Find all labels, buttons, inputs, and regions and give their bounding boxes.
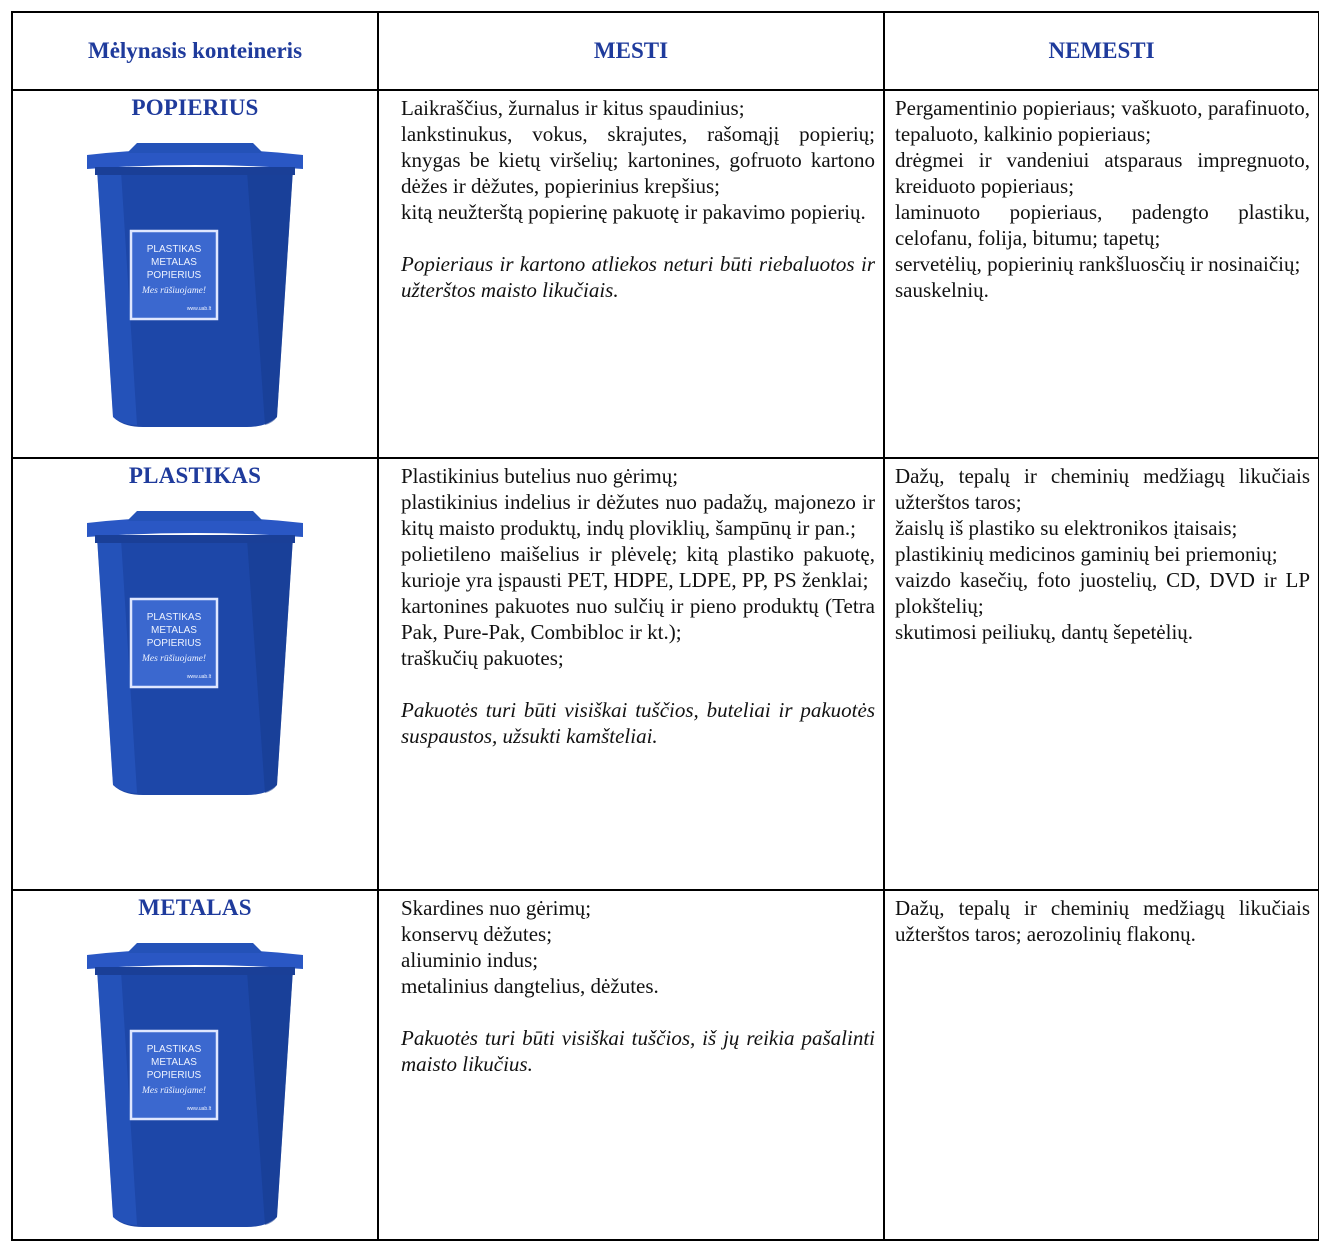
svg-text:Mes rūšiuojame!: Mes rūšiuojame! — [141, 286, 207, 296]
mesti-note: Popieriaus ir kartono atliekos neturi būti riebaluotos ir užterštos maisto likučiais. — [401, 252, 875, 302]
blue-bin-image — [77, 931, 313, 1231]
table-row — [12, 890, 1319, 1240]
category-title: METALAS — [138, 895, 252, 920]
mesti-item: konservų dėžutes; — [401, 922, 553, 946]
mesti-item: lankstinukus, vokus, skrajutes, rašomąjį popierių; knygas be kietų viršelių; kartonines, gofruoto kartono dėžes ir dėžutes, popierinius krepšius; — [401, 122, 875, 198]
mesti-cell — [378, 890, 884, 1240]
svg-text:PLASTIKAS: PLASTIKAS — [146, 244, 202, 255]
mesti-item: Laikraščius, žurnalus ir kitus spaudinius; — [401, 96, 745, 120]
nemesti-item: plastikinių medicinos gaminių bei priemonių; — [895, 542, 1278, 566]
svg-text:www.uab.lt: www.uab.lt — [186, 306, 212, 312]
header-row — [12, 12, 1319, 90]
svg-text:METALAS: METALAS — [151, 257, 197, 268]
svg-text:METALAS: METALAS — [151, 1057, 197, 1068]
mesti-item: Skardines nuo gėrimų; — [401, 896, 592, 920]
category-title: PLASTIKAS — [128, 463, 262, 488]
nemesti-item: Pergamentinio popieriaus; vaškuoto, parafinuoto, tepaluoto, kalkinio popieriaus; — [895, 96, 1310, 146]
mesti-item: metalinius dangtelius, dėžutes. — [401, 974, 659, 998]
header-container: Mėlynasis konteineris — [12, 12, 378, 90]
mesti-item: kartonines pakuotes nuo sulčių ir pieno produktų (Tetra Pak, Pure-Pak, Combibloc ir kt.); — [401, 594, 875, 644]
svg-text:www.uab.lt: www.uab.lt — [186, 674, 212, 680]
nemesti-item: servetėlių, popierinių rankšluosčių ir nosinaičių; — [895, 252, 1301, 276]
svg-text:PLASTIKAS: PLASTIKAS — [146, 612, 202, 623]
nemesti-item: vaizdo kasečių, foto juostelių, CD, DVD ir LP plokštelių; — [895, 568, 1310, 618]
nemesti-item: Dažų, tepalų ir cheminių medžiagų likučiais užterštos taros; — [895, 464, 1310, 514]
mesti-item: plastikinius indelius ir dėžutes nuo padažų, majonezo ir kitų maisto produktų, indų ploviklių, šampūnų ir pan.; — [401, 490, 875, 540]
table-row — [12, 90, 1319, 458]
mesti-item: polietileno maišelius ir plėvelę; kitą plastiko pakuotę, kurioje yra įspausti PET, HDPE, LDPE, PP, PS ženklai; — [401, 542, 875, 592]
mesti-cell — [378, 458, 884, 890]
header-nemesti: NEMESTI — [884, 12, 1319, 90]
container-cell — [12, 890, 378, 1240]
svg-text:POPIERIUS: POPIERIUS — [146, 638, 202, 649]
nemesti-cell — [884, 890, 1319, 1240]
mesti-note: Pakuotės turi būti visiškai tuščios, iš jų reikia pašalinti maisto likučius. — [401, 1026, 875, 1076]
nemesti-item: sauskelnių. — [895, 278, 989, 302]
nemesti-item: laminuoto popieriaus, padengto plastiku, celofanu, folija, bitumu; tapetų; — [895, 200, 1310, 250]
svg-text:Mes rūšiuojame!: Mes rūšiuojame! — [141, 1086, 207, 1096]
blue-bin-image — [77, 499, 313, 799]
mesti-item: traškučių pakuotes; — [401, 646, 564, 670]
nemesti-item: drėgmei ir vandeniui atsparaus impregnuoto, kreiduoto popieriaus; — [895, 148, 1310, 198]
svg-text:METALAS: METALAS — [151, 625, 197, 636]
svg-text:POPIERIUS: POPIERIUS — [146, 270, 202, 281]
category-title: POPIERIUS — [131, 95, 259, 120]
container-cell — [12, 458, 378, 890]
nemesti-item: skutimosi peiliukų, dantų šepetėlių. — [895, 620, 1194, 644]
nemesti-cell — [884, 90, 1319, 458]
blue-bin-image — [77, 131, 313, 431]
table-row — [12, 458, 1319, 890]
svg-text:www.uab.lt: www.uab.lt — [186, 1106, 212, 1112]
mesti-item: aliuminio indus; — [401, 948, 539, 972]
svg-text:Mes rūšiuojame!: Mes rūšiuojame! — [141, 654, 207, 664]
mesti-note: Pakuotės turi būti visiškai tuščios, buteliai ir pakuotės suspaustos, užsukti kamšteliai. — [401, 698, 875, 748]
mesti-item: Plastikinius butelius nuo gėrimų; — [401, 464, 679, 488]
nemesti-item: žaislų iš plastiko su elektronikos įtaisais; — [895, 516, 1238, 540]
nemesti-item: Dažų, tepalų ir cheminių medžiagų likučiais užterštos taros; aerozolinių flakonų. — [895, 896, 1310, 946]
sorting-table — [11, 11, 1319, 1241]
mesti-item: kitą neužterštą popierinę pakuotę ir pakavimo popierių. — [401, 200, 866, 224]
mesti-cell — [378, 90, 884, 458]
svg-text:PLASTIKAS: PLASTIKAS — [146, 1044, 202, 1055]
header-mesti: MESTI — [378, 12, 884, 90]
svg-text:POPIERIUS: POPIERIUS — [146, 1070, 202, 1081]
nemesti-cell — [884, 458, 1319, 890]
container-cell — [12, 90, 378, 458]
